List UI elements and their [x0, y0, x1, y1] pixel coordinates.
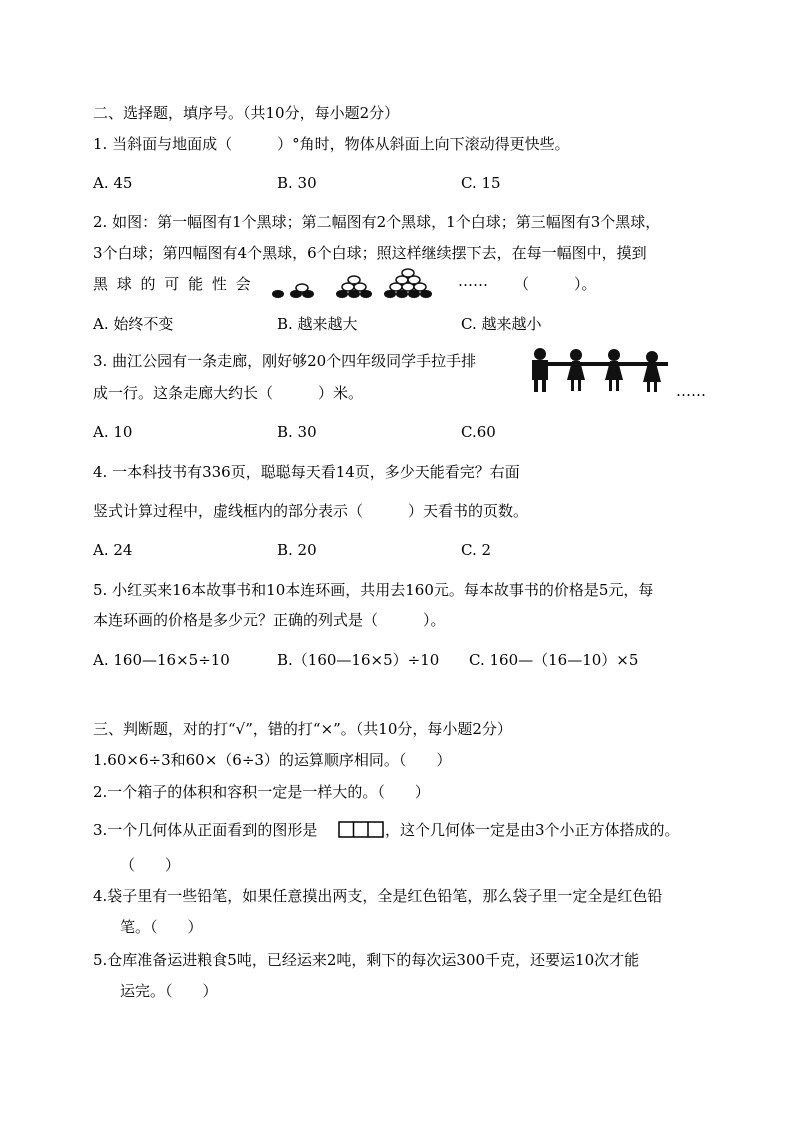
judgment-5-line2: 运完。（ ）	[120, 982, 218, 1000]
children-hand-in-hand-figure	[518, 346, 678, 396]
judgment-4-line2: 笔。（ ）	[120, 918, 203, 936]
judgment-3-part2: ，这个几何体一定是由3个小正方体搭成的。	[385, 821, 680, 839]
judgment-4-line1: 4.袋子里有一些铅笔，如果任意摸出两支，全是红色铅笔，那么袋子里一定全是红色铅	[93, 887, 663, 905]
judgment-5-line1: 5.仓库准备运进粮食5吨，已经运来2吨，剩下的每次运300千克，还要运10次才能	[93, 951, 640, 969]
ball-pattern-figure	[268, 262, 448, 302]
section3-title: 三、判断题，对的打“√”，错的打“×”。（共10分，每小题2分）	[93, 720, 512, 738]
q1-option-b[interactable]: B. 30	[277, 174, 317, 192]
q2-option-a[interactable]: A. 始终不变	[93, 315, 174, 333]
judgment-1: 1.60×6÷3和60×（6÷3）的运算顺序相同。（ ）	[93, 751, 452, 769]
q4-line1: 4. 一本科技书有336页，聪聪每天看14页，多少天能看完？右面	[93, 463, 520, 481]
judgment-2: 2.一个箱子的体积和容积一定是一样大的。（ ）	[93, 783, 430, 801]
q2-option-b[interactable]: B. 越来越大	[277, 315, 358, 333]
white-ball	[296, 284, 308, 292]
section2-title: 二、选择题，填序号。（共10分，每小题2分）	[93, 104, 400, 122]
q5-option-c[interactable]: C. 160—（16—10）×5	[469, 651, 639, 669]
q4-option-b[interactable]: B. 20	[277, 541, 317, 559]
child-silhouette	[534, 348, 546, 360]
black-ball	[272, 290, 284, 298]
q3-option-b[interactable]: B. 30	[277, 423, 317, 441]
q5-option-b[interactable]: B.（160—16×5）÷10	[277, 651, 440, 669]
q3-option-c[interactable]: C.60	[461, 423, 496, 441]
q5-option-a[interactable]: A. 160—16×5÷10	[93, 651, 230, 669]
white-ball	[402, 269, 414, 277]
judgment-3-part1: 3.一个几何体从正面看到的图形是	[93, 821, 318, 839]
q1-option-c[interactable]: C. 15	[461, 174, 501, 192]
white-ball	[348, 276, 360, 284]
q2-line1: 2. 如图：第一幅图有1个黑球；第二幅图有2个黑球，1个白球；第三幅图有3个黑球，	[93, 213, 661, 231]
child-silhouette	[570, 349, 582, 361]
q5-line2: 本连环画的价格是多少元？正确的列式是（ ）。	[93, 611, 446, 629]
q3-line1: 3. 曲江公园有一条走廊，刚好够20个四年级同学手拉手排	[93, 352, 477, 370]
q1-text: 1. 当斜面与地面成（ ）°角时，物体从斜面上向下滚动得更快些。	[93, 135, 570, 153]
q3-line2: 成一行。这条走廊大约长（ ）米。	[93, 384, 364, 402]
q2-line2: 3个白球；第四幅图有4个黑球，6个白球；照这样继续摆下去，在每一幅图中，摸到	[93, 244, 647, 262]
q2-option-c[interactable]: C. 越来越小	[461, 315, 542, 333]
q2-answer-paren: （ ）。	[514, 275, 597, 293]
judgment-3-paren: （ ）	[120, 856, 181, 874]
q4-line2: 竖式计算过程中，虚线框内的部分表示（ ）天看书的页数。	[93, 502, 529, 520]
three-squares-front-view-icon	[338, 821, 384, 838]
q2-dots: ……	[458, 272, 488, 290]
q1-option-a[interactable]: A. 45	[93, 174, 133, 192]
q5-line1: 5. 小红买来16本故事书和10本连环画，共用去160元。每本故事书的价格是5元，每	[93, 581, 654, 599]
q3-dots: ……	[676, 382, 706, 400]
q4-option-c[interactable]: C. 2	[461, 541, 492, 559]
q4-option-a[interactable]: A. 24	[93, 541, 133, 559]
q3-option-a[interactable]: A. 10	[93, 423, 133, 441]
child-silhouette	[646, 351, 658, 363]
child-silhouette	[608, 349, 620, 361]
q2-line3: 黑 球 的 可 能 性 会	[93, 275, 253, 293]
